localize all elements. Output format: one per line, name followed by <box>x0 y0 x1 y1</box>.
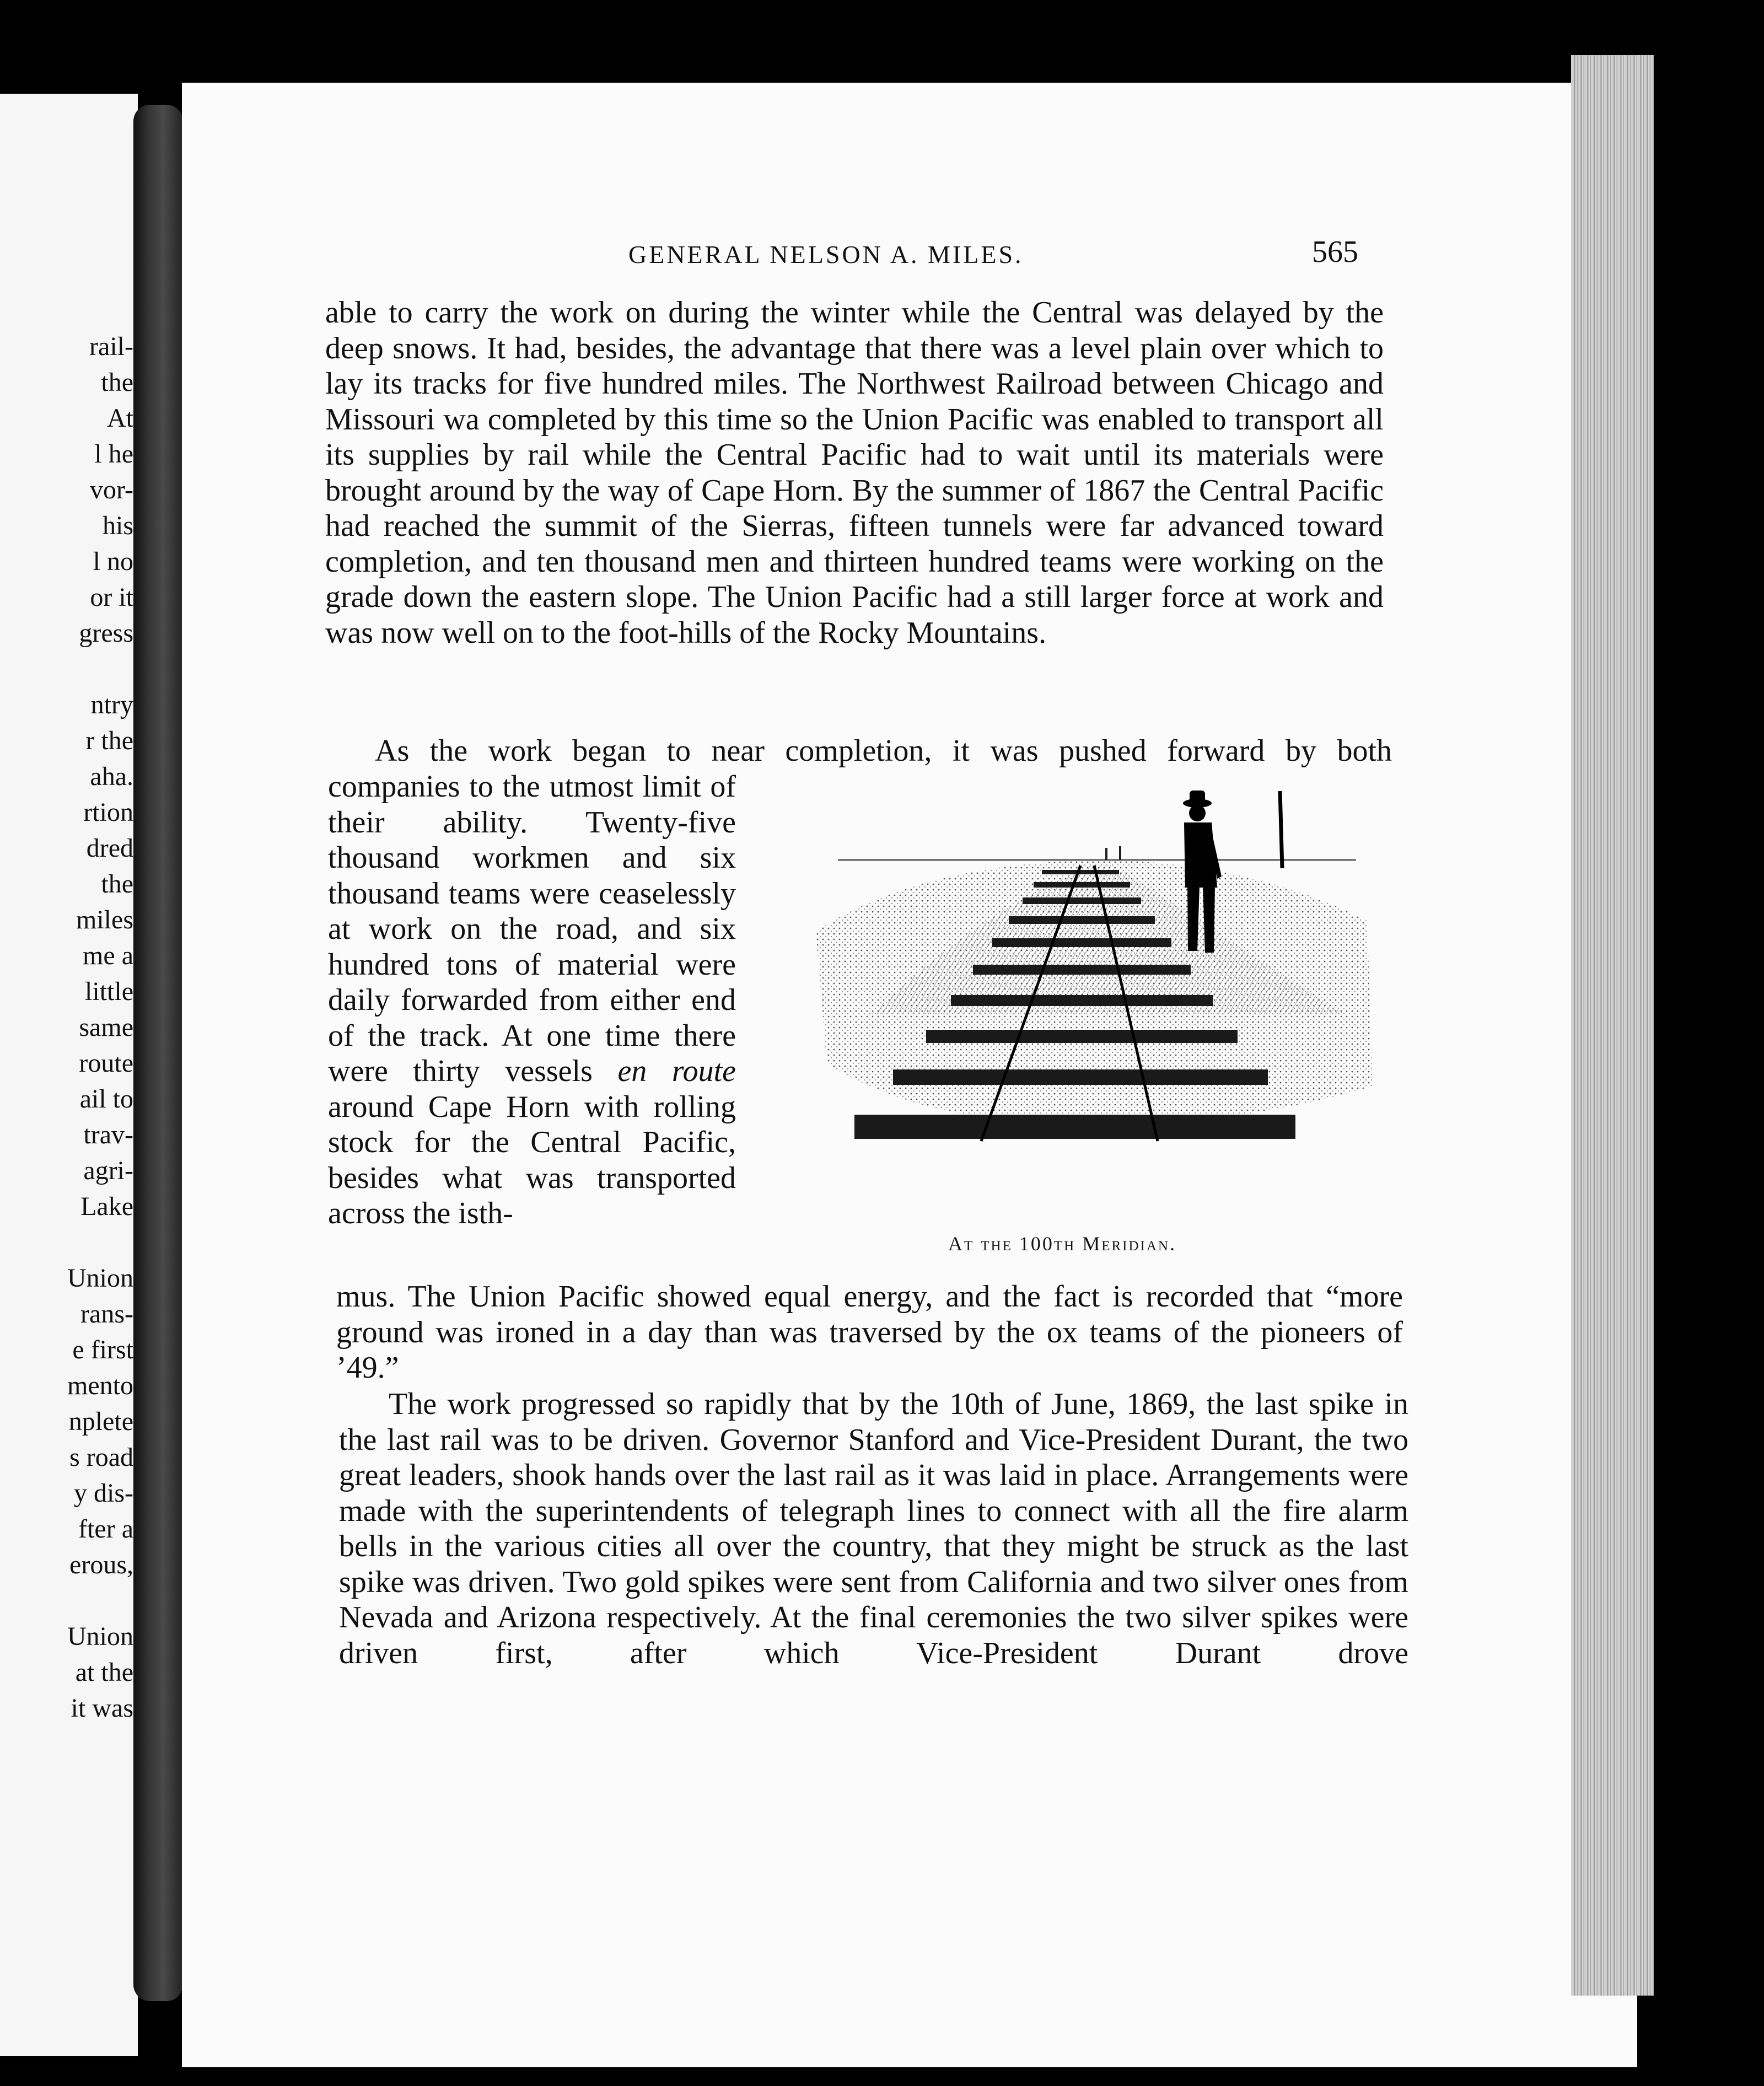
left-page-line: trav- <box>83 1120 133 1149</box>
book-gutter <box>133 105 183 2001</box>
paragraph-3 <box>339 1386 1408 1671</box>
left-page-line: aha. <box>90 762 133 791</box>
left-page-line: mento <box>67 1371 133 1400</box>
left-page-line: rans- <box>80 1299 133 1329</box>
left-page-line: fter a <box>78 1514 133 1544</box>
left-page-line: y dis- <box>74 1479 133 1508</box>
left-page-line: At <box>107 404 133 433</box>
paragraph-2-column-text <box>328 769 736 1232</box>
paragraph-1 <box>325 295 1384 650</box>
left-page-line: the <box>101 368 133 397</box>
left-page-line: nplete <box>68 1407 133 1436</box>
left-page-line: it was <box>71 1693 133 1723</box>
left-page-line: Union <box>67 1264 133 1293</box>
paragraph-2-first-line: As the work began to near completion, it was pushed forward by both <box>375 734 1392 768</box>
left-page-line: r the <box>85 726 133 755</box>
left-page-line: ail to <box>79 1084 133 1114</box>
left-facing-page <box>0 94 138 2056</box>
left-page-line: his <box>102 511 133 540</box>
en-route-italic: en route <box>617 1054 736 1088</box>
left-page-line: erous, <box>69 1550 133 1579</box>
left-page-line: or it <box>90 583 133 612</box>
paragraph-2-opening <box>325 733 1392 769</box>
page-edges <box>1571 55 1654 1996</box>
paragraph-2-end-text: mus. The Union Pacific showed equal energy, and the fact is recorded that “more ground was ironed in a day than was traversed by the ox teams of the pioneers of ’49.” <box>336 1279 1403 1385</box>
paragraph-1-text: able to carry the work on during the winter while the Central was delayed by the deep snows. It had, besides, the advantage that there was a level plain over which to lay its tracks for five hundred miles. The Northwest Railroad between Chicago and Missouri wa completed by this time so the Union Pacific was enabled to transport all its supplies by rail while the Central Pacific had to wait until its materials were brought around by the way of Cape Horn. By the summer of 1867 the Central Pacific had reached the summit of the Sierras, fifteen tunnels were far advanced toward completion, and ten thousand men and thirteen hundred teams were working on the grade down the eastern slope. The Union Pacific had a still larger force at work and was now well on to the foot-hills of the Rocky Mountains. <box>325 295 1384 650</box>
left-page-line: miles <box>76 905 133 934</box>
left-page-line: agri- <box>83 1156 133 1185</box>
left-page-line: same <box>79 1013 133 1042</box>
left-page-line: l no <box>93 547 133 576</box>
left-page-line: l he <box>94 439 133 469</box>
left-page-line: vor- <box>89 475 133 504</box>
left-page-line: ntry <box>90 690 133 719</box>
left-page-line: e first <box>72 1335 133 1364</box>
left-page-line: little <box>85 977 133 1006</box>
left-page-line: rail- <box>89 332 133 361</box>
paragraph-2-column-part2: around Cape Horn with rolling stock for the Central Pacific, besides what was transported across the isth- <box>328 1089 736 1230</box>
page-number: 565 <box>1312 235 1358 269</box>
left-page-line: Lake <box>80 1192 133 1221</box>
left-page-line: the <box>101 869 133 899</box>
paragraph-3-text: The work progressed so rapidly that by the 10th of June, 1869, the last spike in the last rail was to be driven. Governor Stanford and Vice-President Durant, the two great leaders, shook hands over the last rail as it was laid in place. Arrangements were made with the superintendents of telegraph lines to connect with all the fire alarm bells in the various cities all over the country, that they might be struck as the last spike was driven. Two gold spikes were sent from California and two silver ones from Nevada and Arizona respectively. At the final ceremonies the two silver spikes were driven first, after which Vice-President Durant drove <box>339 1387 1408 1670</box>
running-head: GENERAL NELSON A. MILES. <box>628 240 1024 268</box>
left-page-line: me a <box>83 941 133 970</box>
left-page-line: Union <box>67 1622 133 1651</box>
paragraph-2-column-part1: companies to the utmost limit of their ability. Twenty-five thousand workmen and six thousand teams were ceaselessly at work on the road, and six hundred tons of material were daily forwarded from either end of the track. At one time there were thirty vessels <box>328 770 736 1088</box>
left-page-line: s road <box>69 1443 133 1472</box>
left-page-line: at the <box>75 1658 133 1687</box>
paragraph-2-end <box>336 1279 1403 1386</box>
left-page-line: route <box>79 1049 133 1078</box>
left-page-line: rtion <box>83 798 133 827</box>
left-page-line: dred <box>86 834 133 863</box>
paragraph-2-column <box>328 769 736 1232</box>
left-page-line: gress <box>79 619 133 648</box>
illustration-caption: At the 100th Meridian. <box>948 1233 1176 1255</box>
railroad-track-illustration <box>805 777 1384 1196</box>
